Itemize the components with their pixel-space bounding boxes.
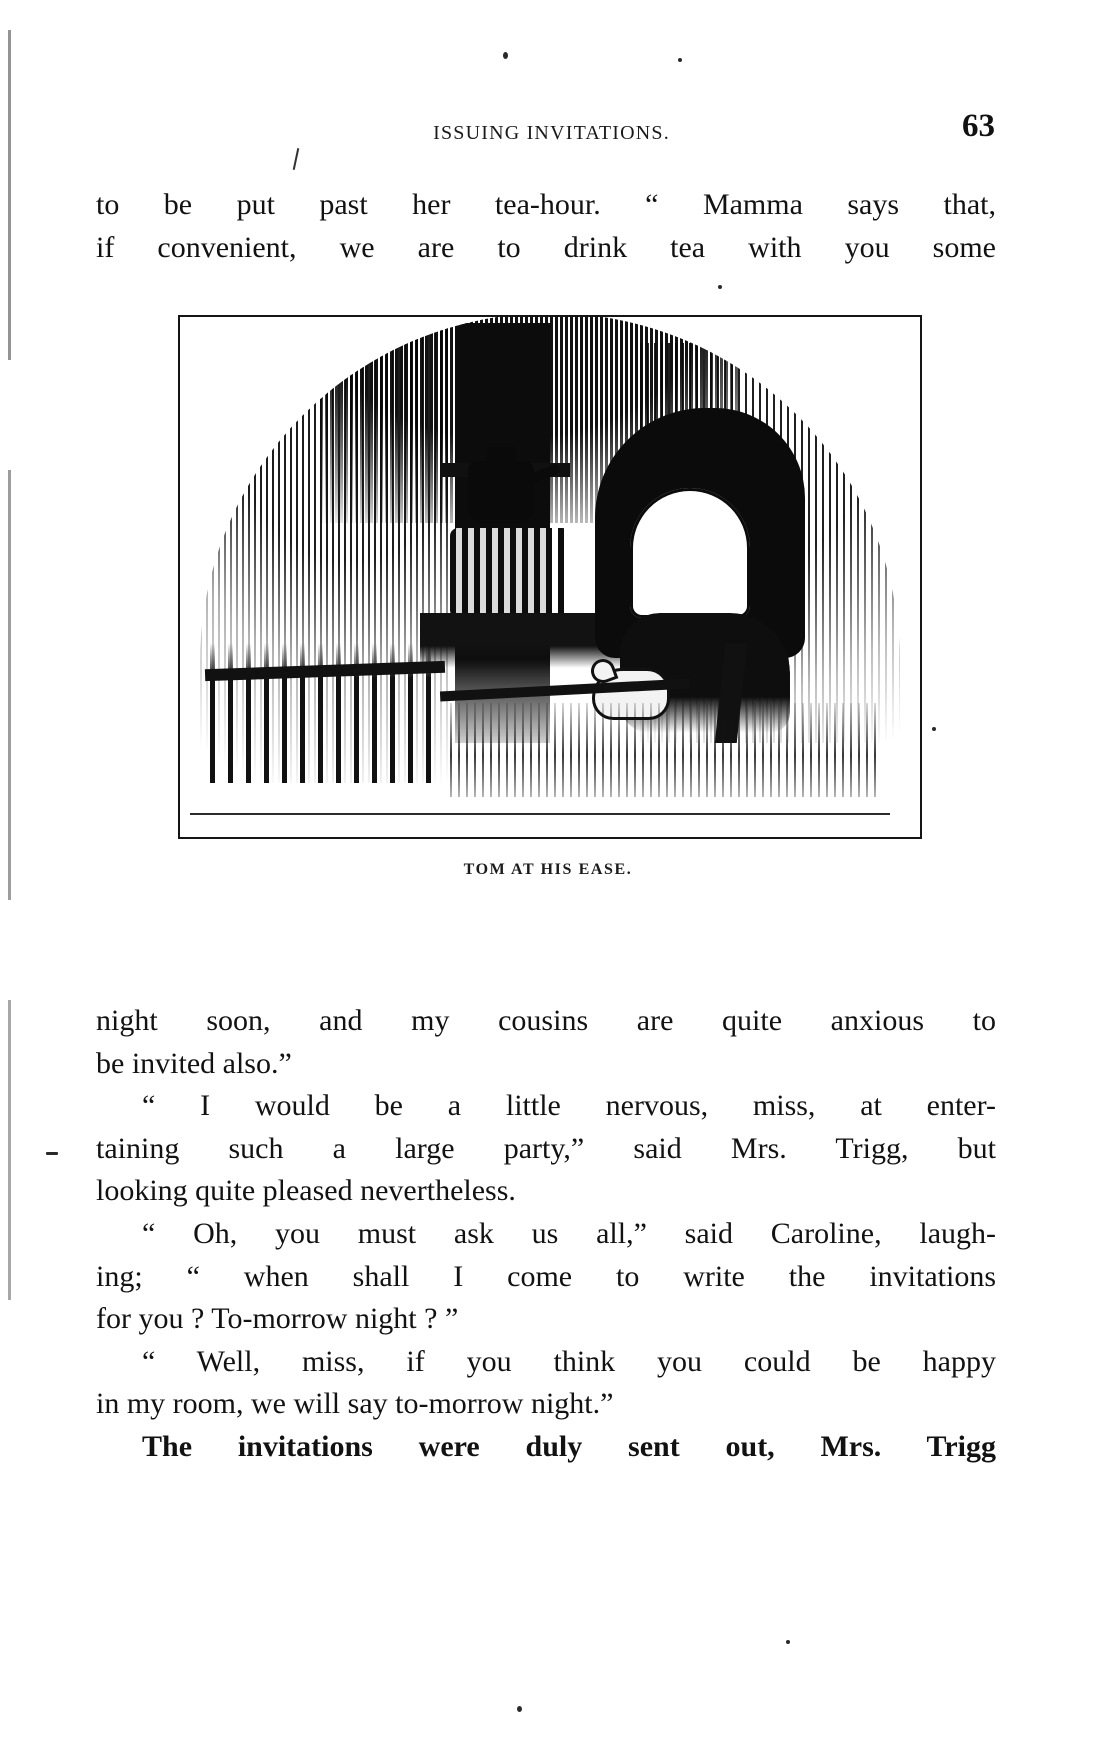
floor-line <box>190 813 890 815</box>
illustration-figure <box>178 315 918 879</box>
text-line: “ Oh, you must ask us all,” said Caroline, laugh- <box>142 1216 996 1250</box>
scan-speck <box>503 52 508 59</box>
scan-edge-artifact <box>8 0 11 1747</box>
paragraph <box>96 1085 996 1213</box>
scan-speck <box>932 727 936 731</box>
text-line: The invitations were duly sent out, Mrs. Trigg <box>142 1429 996 1463</box>
illustration-artwork <box>200 315 900 823</box>
paragraph <box>96 1341 996 1426</box>
text-line: night soon, and my cousins are quite anxious to <box>96 1004 996 1037</box>
fire-grate <box>450 528 570 618</box>
pen-mark <box>293 148 300 170</box>
text-line: if convenient, we are to drink tea with you some <box>96 230 996 264</box>
text-line: in my room, we will say to-morrow night.” <box>96 1387 614 1421</box>
illustration-frame <box>178 315 922 839</box>
text-line: looking quite pleased nevertheless. <box>96 1174 516 1208</box>
scan-speck <box>786 1640 790 1644</box>
text-line: “ I would be a little nervous, miss, at enter- <box>142 1089 996 1123</box>
kettle-icon <box>468 461 534 523</box>
armchair-highlight <box>630 488 750 618</box>
page-number: 63 <box>962 108 995 144</box>
hearth <box>420 613 620 668</box>
scan-speck <box>46 1152 58 1155</box>
paragraph <box>96 1000 996 1085</box>
paragraph <box>96 1213 996 1341</box>
hearth-rug <box>450 703 880 798</box>
text-line: ing; “ when shall I come to write the invitations <box>96 1259 996 1293</box>
text-line: “ Well, miss, if you think you could be happy <box>142 1344 996 1378</box>
text-line: to be put past her tea-hour. “ Mamma says that, <box>96 188 996 221</box>
text-line: taining such a large party,” said Mrs. Trigg, but <box>96 1131 996 1165</box>
text-line: be invited also.” <box>96 1046 292 1080</box>
text-line: for you ? To-morrow night ? ” <box>96 1302 459 1336</box>
body-text-bottom <box>96 1000 996 1469</box>
body-text-top <box>96 184 996 269</box>
illustration-caption: TOM AT HIS EASE. <box>463 861 633 878</box>
running-head <box>0 122 1103 145</box>
scan-speck <box>718 285 722 289</box>
floor-area <box>180 797 920 837</box>
paragraph <box>96 1426 996 1469</box>
running-head-text: ISSUING INVITATIONS. <box>433 122 670 144</box>
scan-speck <box>517 1706 522 1712</box>
scan-speck <box>678 58 682 62</box>
